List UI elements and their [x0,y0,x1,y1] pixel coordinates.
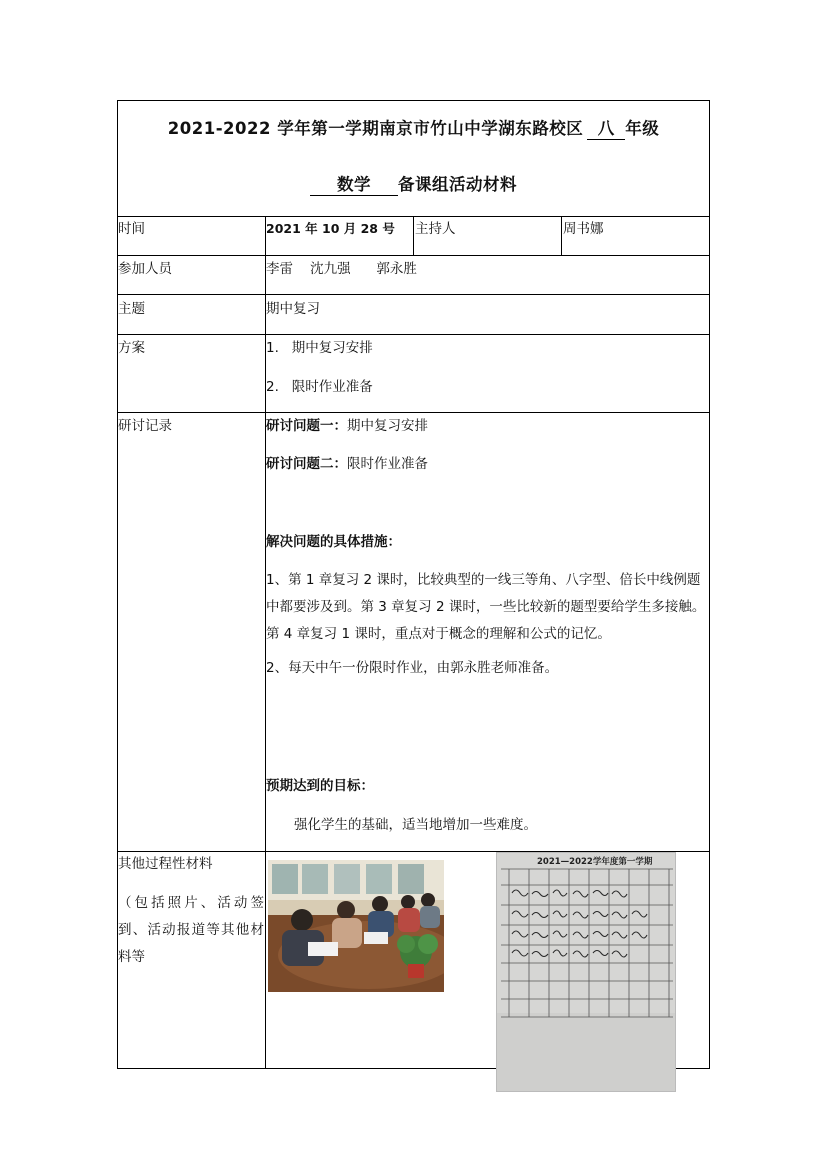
signin-sheet-photo [496,852,676,1092]
goal-title: 预期达到的目标： [266,778,374,794]
question-1 [266,417,428,435]
time-label: 时间 [118,221,145,237]
plan-item: 1. 期中复习安排 [266,340,373,356]
row-divider [118,294,709,295]
column-divider [561,216,562,255]
participants-value: 李雷 沈九强 郭永胜 [266,261,417,277]
measures-title: 解决问题的具体措施： [266,534,401,550]
header-title: 2021-2022 学年第一学期南京市竹山中学湖东路校区 [167,119,584,138]
header-line-1 [118,115,709,140]
subject-field: 数学 [310,175,398,196]
question-2 [266,455,428,473]
plan-label: 方案 [118,340,145,356]
host-label: 主持人 [415,221,456,237]
header-line-2 [118,171,709,196]
activity-record-table [117,100,710,1069]
host-value: 周书娜 [563,221,604,237]
theme-value: 期中复习 [266,301,320,317]
measure-2: 2、每天中午一份限时作业，由郭永胜老师准备。 [266,660,559,676]
row-divider [118,334,709,335]
record-label: 研讨记录 [118,418,172,434]
participants-label: 参加人员 [118,261,172,277]
signin-sheet-title: 2021—2022学年度第一学期 [537,857,653,867]
question-2-label: 研讨问题二： [266,456,347,472]
question-2-value: 限时作业准备 [347,456,428,472]
question-1-value: 期中复习安排 [347,418,428,434]
row-divider [118,255,709,256]
header-subtitle: 备课组活动材料 [398,175,517,194]
measure-1: 1、第 1 章复习 2 课时，比较典型的一线三等角、八字型、倍长中线例题中都要涉及到。第 3 章复习 2 课时，一些比较新的题型要给学生多接触。第 4 章复习 1 课时，重点对于概念的理解和公式的记忆。 [266,572,706,642]
row-divider [118,412,709,413]
meeting-photo [268,860,444,992]
goal-text: 强化学生的基础，适当地增加一些难度。 [294,817,537,833]
materials-label: 其他过程性材料 [118,856,213,872]
question-1-label: 研讨问题一： [266,418,347,434]
grade-suffix: 年级 [625,119,660,138]
table-header [118,101,709,217]
grade-field: 八 [587,119,625,140]
column-divider [413,216,414,255]
theme-label: 主题 [118,301,145,317]
plan-item: 2. 限时作业准备 [266,379,373,395]
time-value: 2021 年 10 月 28 号 [266,221,395,236]
materials-note: （包括照片、活动签到、活动报道等其他材料等 [118,895,264,965]
